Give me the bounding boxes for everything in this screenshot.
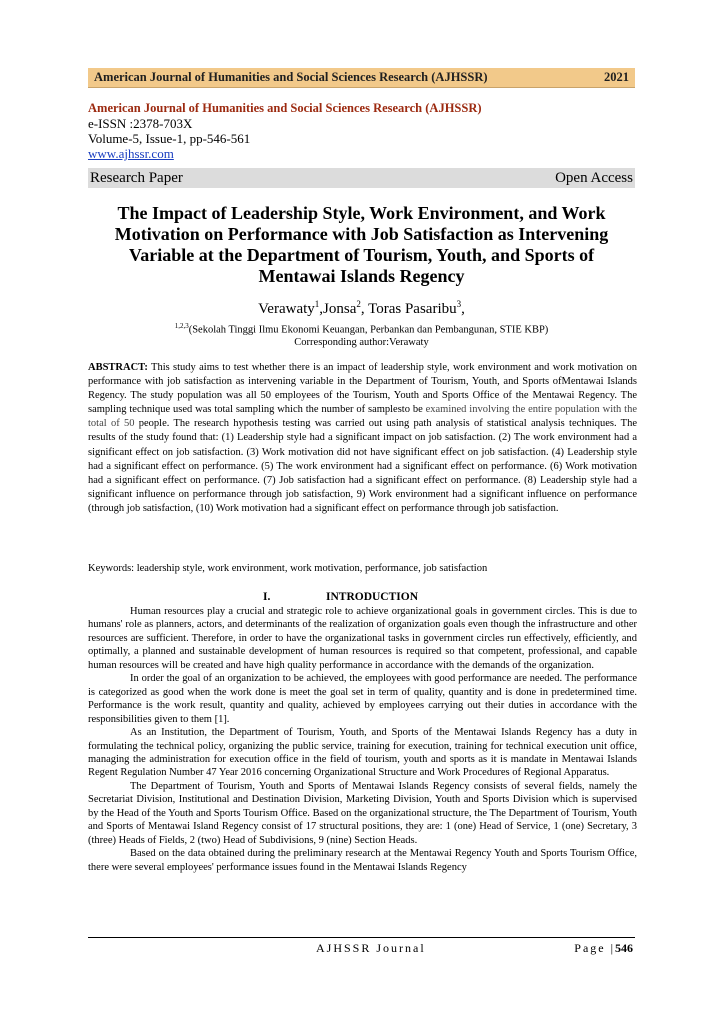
affiliation-sup: 1,2,3 — [174, 322, 189, 330]
paper-title — [88, 203, 635, 287]
abstract-text: people. The research hypothesis testing was carried out using path analysis of statistical analysis techniques. The results of the study found that: (1) Leadership style had a significant impact on job satisfaction. (2) The work environment had a significant effect on job satisfaction. (3) Work motivation did not have significant effect on job satisfaction. (4) Leadership style had a significant effect on performance. (5) The work environment had a significant effect on performance. (6) Work motivation had a significant effect on performance. (7) Job satisfaction had a significant effect on performance. (8) Leadership style had a significant influence on performance through job satisfaction, 9) Work environment had a significant influence on performance (through job satisfaction, (10) Work motivation had a significant effect on performance through job satisfaction. — [88, 418, 637, 514]
paper-type-label: Research Paper — [90, 170, 183, 186]
paragraph: In order the goal of an organization to be achieved, the employees with good performance are needed. The performance is categorized as good when the work done is meet the goal set in term of quality, quantity and is done in predetermined time. Performance is the work result, quantity and quality, achieved by employees carrying out their duties in accordance with the responsibilities given to them [1]. — [88, 673, 637, 725]
title-line: The Impact of Leadership Style, Work Environment, and Work — [117, 203, 606, 223]
footer-page-number: 546 — [615, 941, 633, 955]
page-footer — [88, 937, 635, 956]
introduction-body — [88, 605, 637, 874]
issn: e-ISSN :2378-703X — [88, 116, 193, 131]
author-sup: 1 — [314, 299, 320, 309]
footer-page — [574, 941, 633, 956]
paragraph: Based on the data obtained during the preliminary research at the Mentawai Regency Youth and Sports Tourism Office, there were several employees' performance issues found in the Mentawai Islands Regency — [88, 848, 637, 873]
section-number: I. — [263, 591, 271, 603]
journal-website-link[interactable]: www.ajhssr.com — [88, 146, 174, 161]
abstract-text-highlight: examined involving the entire population with the total of 50 — [88, 404, 637, 430]
volume-info: Volume-5, Issue-1, pp-546-561 — [88, 131, 251, 146]
author-list: Verawaty$^1$,Jonsa$^2$, Toras Pasaribu$^3$, — [258, 299, 465, 317]
affiliation-text: (Sekolah Tinggi Ilmu Ekonomi Keuangan, Perbankan dan Pembangunan, STIE KBP) — [188, 324, 549, 336]
paragraph: The Department of Tourism, Youth and Sports of Mentawai Islands Regency consists of several fields, namely the Secretariat Division, Institutional and Destination Division, Marketing Division, Youth and Sports Division which is supervised by the Head of the Youth and Sports Tourism Office. Based on the organizational structure, the The Department of Tourism, Youth and Sports of Mentawai Island Regency consist of 17 structural positions, they are: 1 (one) Head of Service, 1 (one) Secretary, 3 (three) Heads of Fields, 2 (two) Head of Subdivisions, 9 (nine) Section Heads. — [88, 780, 637, 846]
running-header-year: 2021 — [604, 70, 629, 84]
paper-type-bar — [88, 168, 635, 188]
abstract — [88, 361, 637, 516]
paragraph: Human resources play a crucial and strategic role to achieve organizational goals in government circles. This is due to humans' role as planners, actors, and determinants of the realization of organization goals even though the infrastructure and other resources are sufficient. Therefore, in order to have the organizational tasks in government circles run effectively, efficiently, and optimally, a planned and sustainable development of human resources is required so that competent, professional, and capable human resources will be created and have high quality performance in accordance with the demands of the organization. — [88, 606, 637, 671]
corresponding-author: Corresponding author:Verawaty — [294, 337, 429, 348]
keywords: Keywords: leadership style, work environment, work motivation, performance, job satisfaction — [88, 563, 488, 574]
journal-meta — [88, 101, 638, 161]
footer-page-label: Page | — [574, 941, 615, 955]
author-name: Toras Pasaribu — [368, 301, 457, 317]
section-title: INTRODUCTION — [326, 591, 419, 603]
abstract-text: This study aims to test whether there is an impact of leadership style, work environment and work motivation on performance with job satisfaction as intervening variable in the Department of Tourism, Youth, and Sports ofMentawai Islands Regency. The study population was all 50 employees of the Tourism, Youth and Sports Office of the Mentawai Regency. The sampling technique used was total sampling which the number of samplesto be — [88, 362, 637, 416]
footer-journal: AJHSSR Journal — [316, 941, 426, 955]
paragraph: As an Institution, the Department of Tourism, Youth, and Sports of the Mentawai Islands Regency has a duty in formulating the technical policy, organizing the public service, training for execution, training for technical execution unit office, managing the administration for execution office in the field of tourism, youth and sports as it is mandate in Mentawai Islands Regent Regulation Number 47 Year 2016 concerning Organizational Structure and Work Procedures of Regional Apparatus. — [88, 727, 637, 779]
affiliation — [88, 322, 635, 336]
author-sup: 3 — [456, 299, 462, 309]
journal-name: American Journal of Humanities and Social Sciences Research (AJHSSR) — [88, 101, 482, 115]
access-type-label: Open Access — [555, 170, 633, 186]
title-line: Variable at the Department of Tourism, Youth, and Sports of — [128, 245, 595, 265]
title-line: Mentawai Islands Regency — [258, 266, 465, 286]
running-header — [88, 68, 635, 88]
author-name: Verawaty — [258, 301, 315, 317]
running-header-journal: American Journal of Humanities and Social Sciences Research (AJHSSR) — [94, 70, 488, 84]
author-name: Jonsa — [323, 301, 357, 317]
abstract-label: ABSTRACT: — [88, 362, 148, 373]
author-sup: 2 — [356, 299, 361, 309]
title-line: Motivation on Performance with Job Satisfaction as Intervening — [114, 224, 609, 244]
